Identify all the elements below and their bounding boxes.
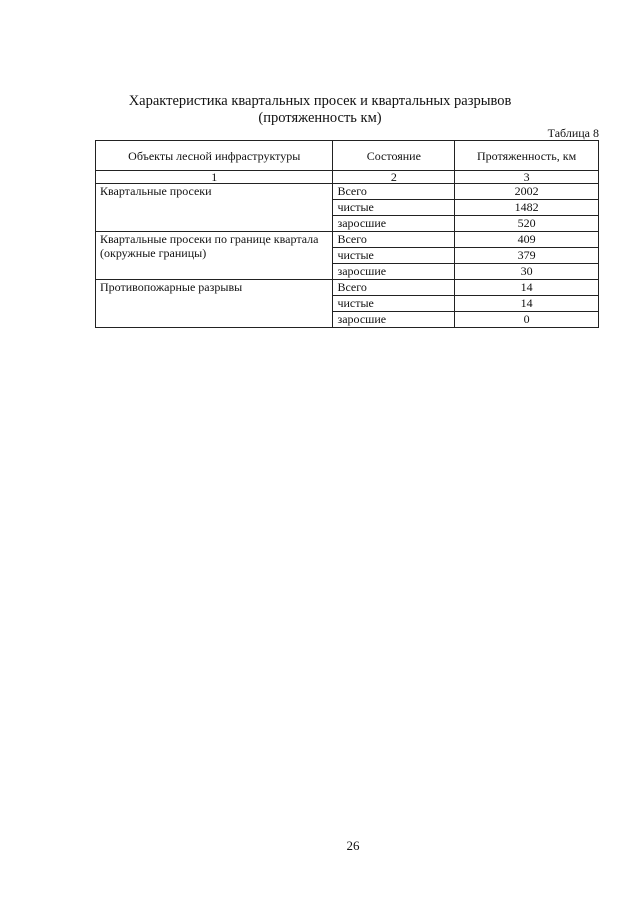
column-number-row — [96, 171, 599, 184]
page-number: 26 — [346, 838, 360, 853]
title-line-1: Характеристика квартальных просек и квартальных разрывов — [128, 93, 512, 109]
state-cell: заросшие — [333, 264, 455, 280]
state-cell: чистые — [333, 200, 455, 216]
state-cell: Всего — [333, 184, 455, 200]
length-cell: 30 — [455, 264, 599, 280]
object-name: Квартальные просеки по границе квартала (окружные границы) — [96, 232, 333, 280]
length-cell: 0 — [455, 312, 599, 328]
header-length: Протяженность, км — [455, 141, 599, 171]
infrastructure-table — [95, 140, 599, 328]
state-cell: чистые — [333, 296, 455, 312]
length-cell: 520 — [455, 216, 599, 232]
header-state: Состояние — [333, 141, 455, 171]
state-cell: заросшие — [333, 312, 455, 328]
document-title — [0, 93, 640, 127]
column-number: 3 — [455, 171, 599, 184]
table-row — [96, 280, 599, 296]
table-label: Таблица 8 — [547, 126, 599, 140]
length-cell: 2002 — [455, 184, 599, 200]
column-number: 2 — [333, 171, 455, 184]
title-line-2: (протяженность км) — [258, 110, 382, 126]
length-cell: 379 — [455, 248, 599, 264]
table-row — [96, 184, 599, 200]
state-cell: Всего — [333, 232, 455, 248]
header-objects: Объекты лесной инфраструктуры — [96, 141, 333, 171]
length-cell: 409 — [455, 232, 599, 248]
length-cell: 1482 — [455, 200, 599, 216]
object-name: Противопожарные разрывы — [96, 280, 333, 328]
table-header-row — [96, 141, 599, 171]
state-cell: Всего — [333, 280, 455, 296]
table-row — [96, 232, 599, 248]
object-name: Квартальные просеки — [96, 184, 333, 232]
state-cell: чистые — [333, 248, 455, 264]
length-cell: 14 — [455, 280, 599, 296]
length-cell: 14 — [455, 296, 599, 312]
column-number: 1 — [96, 171, 333, 184]
state-cell: заросшие — [333, 216, 455, 232]
